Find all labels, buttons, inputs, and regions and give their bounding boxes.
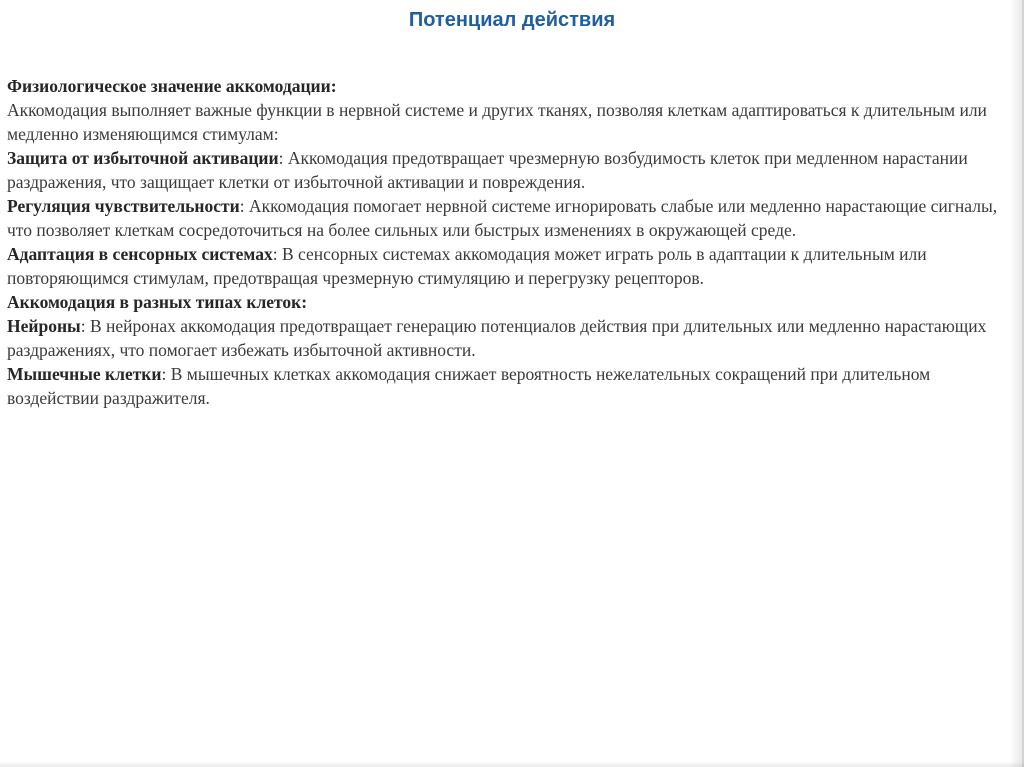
slide-title: Потенциал действия xyxy=(408,9,616,31)
item-text: : В мышечных клетках аккомодация снижает вероятность нежелательных сокращений при длительном воздействии раздражителя. xyxy=(7,364,931,408)
intro-paragraph: Аккомодация выполняет важные функции в нервной системе и других тканях, позволяя клеткам адаптироваться к длительным или медленно изменяющимся стимулам: xyxy=(7,100,987,144)
item-sensitivity xyxy=(7,194,1012,242)
item-term: Мышечные клетки xyxy=(7,364,162,384)
section-heading-physiology-text: Физиологическое значение аккомодации: xyxy=(7,76,337,96)
item-protection xyxy=(7,146,1012,194)
item-sensory-adaptation xyxy=(7,242,1012,290)
item-text: : Аккомодация помогает нервной системе игнорировать слабые или медленно нарастающие сигналы, что позволяет клеткам сосредоточиться на более сильных или быстрых изменениях в окружающей среде. xyxy=(7,196,998,240)
item-term: Регуляция чувствительности xyxy=(7,196,240,216)
slide-right-edge-shadow xyxy=(1010,0,1024,767)
item-term: Нейроны xyxy=(7,316,81,336)
slide-bottom-edge-shadow xyxy=(0,761,1024,767)
slide-body xyxy=(7,74,1012,410)
section-heading-cell-types xyxy=(7,290,1012,314)
section-heading-cell-types-text: Аккомодация в разных типах клеток: xyxy=(7,292,308,312)
item-term: Защита от избыточной активации xyxy=(7,148,279,168)
item-text: : В нейронах аккомодация предотвращает генерацию потенциалов действия при длительных или медленно нарастающих раздражениях, что помогает избежать избыточной активности. xyxy=(7,316,987,360)
item-muscle-cells xyxy=(7,362,1012,410)
item-term: Адаптация в сенсорных системах xyxy=(7,244,273,264)
item-text: : В сенсорных системах аккомодация может играть роль в адаптации к длительным или повторяющимся стимулам, предотвращая чрезмерную стимуляцию и перегрузку рецепторов. xyxy=(7,244,927,288)
item-neurons xyxy=(7,314,1012,362)
item-text: : Аккомодация предотвращает чрезмерную возбудимость клеток при медленном нарастании раздражения, что защищает клетки от избыточной активации и повреждения. xyxy=(7,148,968,192)
section-heading-physiology xyxy=(7,74,1012,98)
